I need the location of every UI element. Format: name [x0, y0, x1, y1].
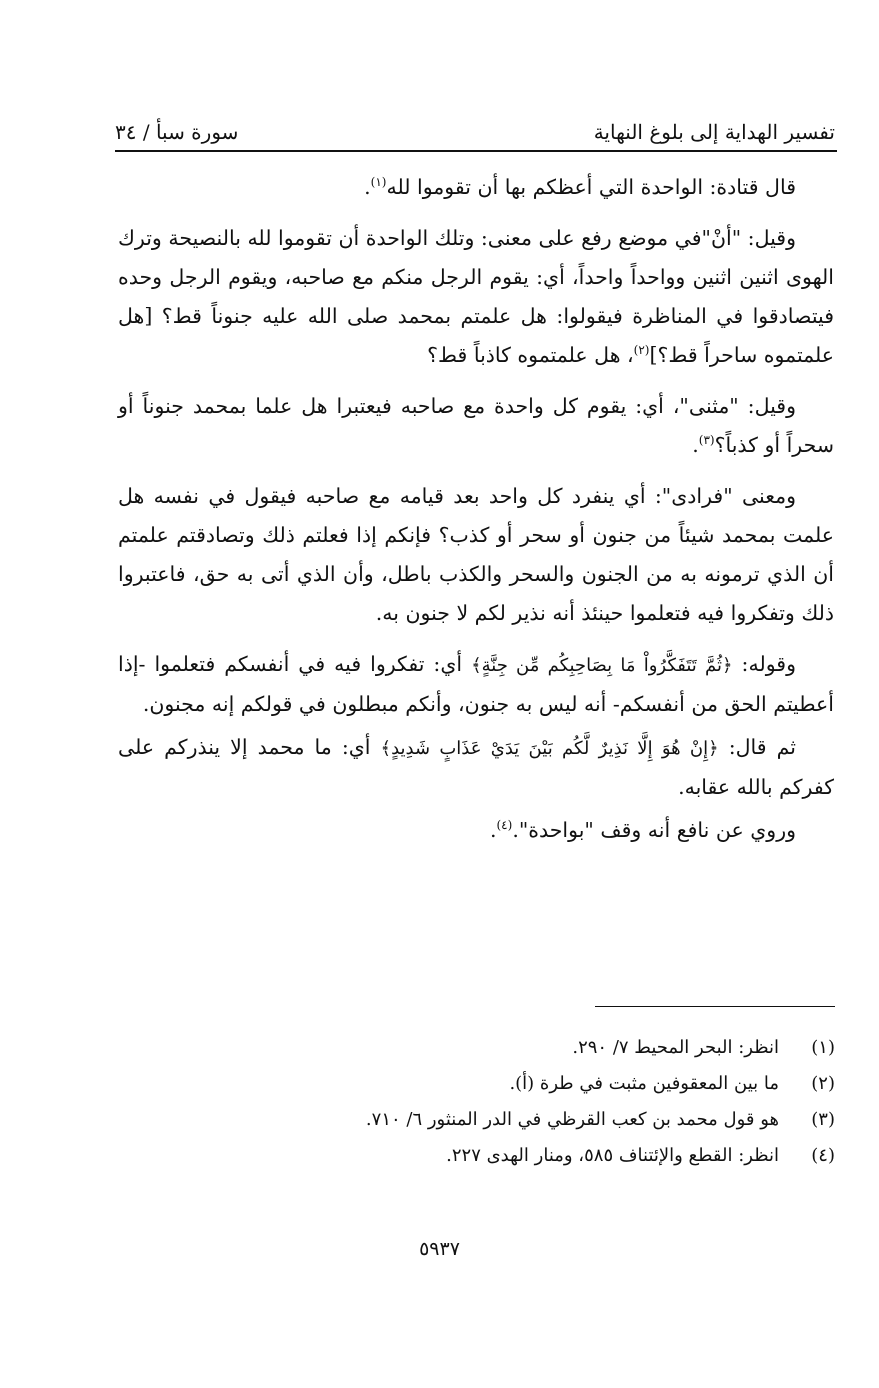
footnote-text: هو قول محمد بن كعب القرظي في الدر المنثور ٦/ ٧١٠.	[365, 1109, 779, 1130]
footnote-ref-1: (١)	[370, 175, 387, 190]
main-text	[118, 168, 834, 862]
footnote-text: انظر: القطع والإئتناف ٥٨٥، ومنار الهدى ٢٢٧.	[446, 1145, 779, 1166]
footnote-text: ما بين المعقوفين مثبت في طرة (أ).	[509, 1073, 779, 1094]
quran-verse-1: ﴿ثُمَّ تَتَفَكَّرُواْ مَا بِصَاحِبِكُم مِّن جِنَّةٍ﴾	[471, 655, 733, 676]
footnotes	[200, 1030, 835, 1174]
paragraph-an-meaning: وقيل: "أنْ"في موضع رفع على معنى: وتلك الواحدة أن تقوموا لله بالنصيحة وترك الهوى اثنين اثنين وواحداً واحداً، أي: يقوم الرجل منكم مع صاحبه، ويقوم الرجل وحده فيتصادقوا في المناظرة فيقولوا: هل علمتم بمحمد صلى الله عليه جنوناً قط؟ [هل علمتموه ساحراً قط؟]$^{(٢)}$، هل علمتموه كاذباً قط؟	[118, 226, 834, 367]
footnote-number: (٣)	[811, 1109, 835, 1130]
surah-label: سورة سبأ / ٣٤	[115, 120, 239, 144]
footnote-item	[200, 1138, 835, 1174]
running-header	[115, 108, 835, 144]
footnote-number: (٢)	[811, 1073, 835, 1094]
footnote-text: انظر: البحر المحيط ٧/ ٢٩٠.	[572, 1037, 779, 1058]
header-rule	[115, 150, 837, 152]
page-number: ٥٩٣٧	[419, 1238, 460, 1260]
paragraph-verse-1: وقوله: ﴿ثُمَّ تَتَفَكَّرُواْ مَا بِصَاحِبِكُم مِّن جِنَّةٍ﴾ أي: تفكروا فيه في أنفسكم فتعلموا -إذا أعطيتم الحق من أنفسكم- أنه ليس به جنون، وأنكم مبطلون في قولكم إنه مجنون.	[118, 652, 834, 716]
paragraph-verse-2: ثم قال: ﴿إِنْ هُوَ إِلَّا نَذِيرٌ لَّكُم بَيْنَ يَدَيْ عَذَابٍ شَدِيدٍ﴾ أي: ما محمد إلا ينذركم على كفركم بالله عقابه.	[118, 735, 834, 799]
paragraph-qatada: قال قتادة: الواحدة التي أعظكم بها أن تقوموا لله$^{(١)}$.	[364, 175, 796, 199]
paragraph-nafi: وروي عن نافع أنه وقف "بواحدة".$^{(٤)}$.	[489, 818, 796, 842]
footnote-ref-4: (٤)	[496, 818, 513, 833]
footnote-ref-3: (٣)	[698, 433, 715, 448]
footnote-number: (١)	[811, 1037, 835, 1058]
paragraph-furada: ومعنى "فرادى": أي ينفرد كل واحد بعد قيامه مع صاحبه فيقول في نفسه هل علمت بمحمد شيئاً من جنون أو سحر أو كذب؟ فإنكم إذا فعلتم ذلك وتصادقتم علمتم أن الذي ترمونه به من الجنون والسحر والكذب باطل، وأن الذي أتى به حق، فاعتبروا ذلك وتفكروا فيه فتعلموا حينئذ أنه نذير لكم لا جنون به.	[118, 484, 834, 625]
book-title: تفسير الهداية إلى بلوغ النهاية	[593, 120, 835, 144]
footnote-ref-2: (٢)	[633, 343, 650, 358]
paragraph-mathna: وقيل: "مثنى"، أي: يقوم كل واحدة مع صاحبه فيعتبرا هل علما بمحمد جنوناً أو سحراً أو كذباً؟$^{(٣)}$.	[118, 394, 834, 457]
footnote-item	[200, 1066, 835, 1102]
footnote-separator	[595, 1006, 835, 1007]
footnote-item	[200, 1030, 835, 1066]
footnote-item	[200, 1102, 835, 1138]
footnote-number: (٤)	[811, 1145, 835, 1166]
quran-verse-2: ﴿إِنْ هُوَ إِلَّا نَذِيرٌ لَّكُم بَيْنَ يَدَيْ عَذَابٍ شَدِيدٍ﴾	[380, 738, 719, 759]
